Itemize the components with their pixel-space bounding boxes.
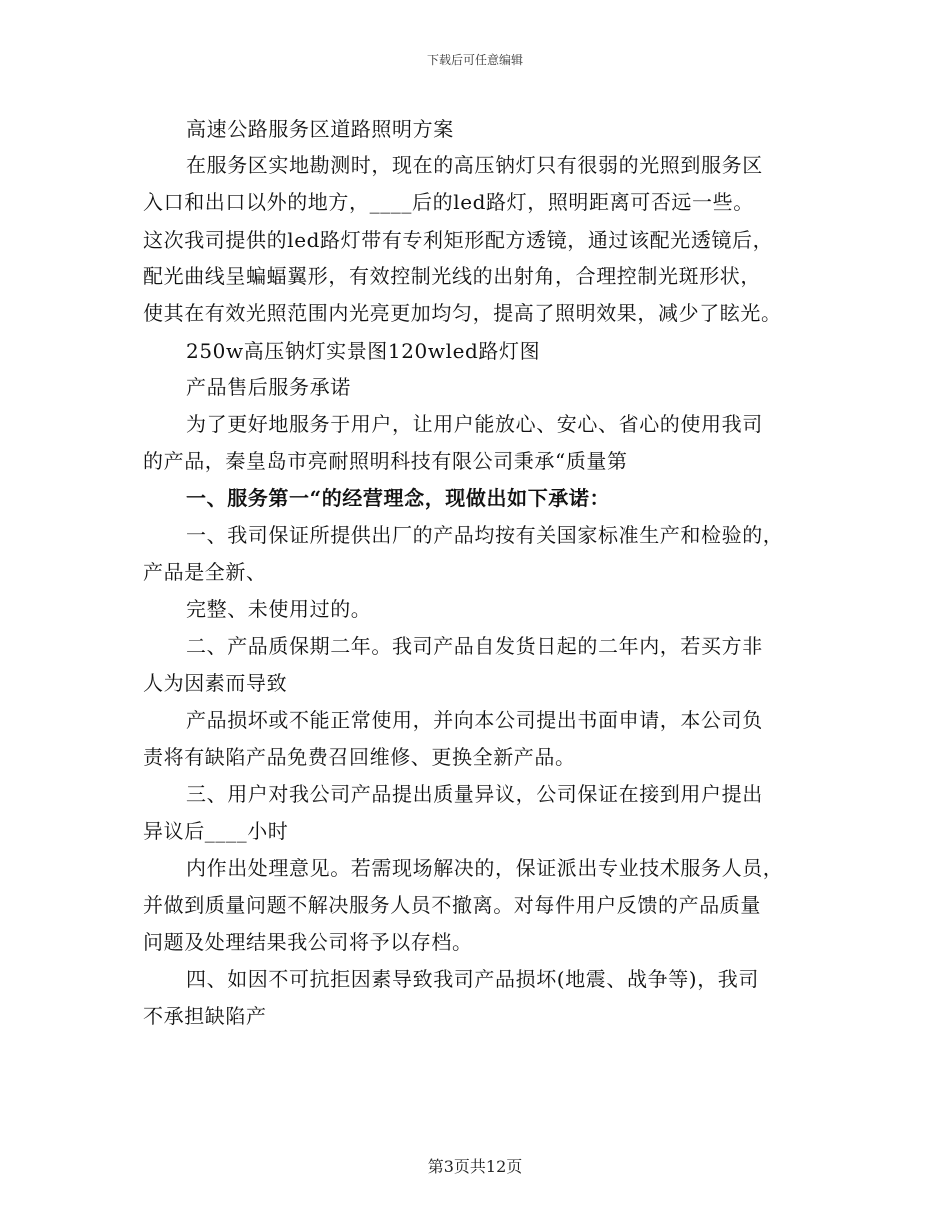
paragraph-line: 责将有缺陷产品免费召回维修、更换全新产品。 xyxy=(143,745,576,769)
paragraph-line: 这次我司提供的led路灯带有专利矩形配方透镜，通过该配光透镜后， xyxy=(143,228,774,252)
paragraph-line: 在服务区实地勘测时，现在的高压钠灯只有很弱的光照到服务区 xyxy=(186,153,763,177)
paragraph-line: 完整、未使用过的。 xyxy=(186,597,372,621)
paragraph-line: 问题及处理结果我公司将予以存档。 xyxy=(143,930,473,954)
paragraph-line: 并做到质量问题不解决服务人员不撤离。对每件用户反馈的产品质量 xyxy=(143,893,761,917)
paragraph-line: 一、我司保证所提供出厂的产品均按有关国家标准生产和检验的， xyxy=(186,523,784,547)
paragraph-line: 二、产品质保期二年。我司产品自发货日起的二年内，若买方非 xyxy=(186,634,763,658)
paragraph-line: 异议后____小时 xyxy=(143,819,289,843)
page-number: 第3页共12页 xyxy=(427,1157,523,1176)
paragraph-line: 产品是全新、 xyxy=(143,560,267,584)
paragraph-line: 使其在有效光照范围内光亮更加均匀，提高了照明效果，减少了眩光。 xyxy=(143,301,782,325)
bold-heading-line: 一、服务第一“的经营理念，现做出如下承诺： xyxy=(186,486,611,510)
paragraph-line: 为了更好地服务于用户，让用户能放心、安心、省心的使用我司 xyxy=(186,412,763,436)
paragraph-line: 三、用户对我公司产品提出质量异议，公司保证在接到用户提出 xyxy=(186,782,763,806)
page-header-note: 下载后可任意编辑 xyxy=(426,53,523,67)
document-title: 高速公路服务区道路照明方案 xyxy=(186,117,454,141)
paragraph-line: 配光曲线呈蝙蝠翼形，有效控制光线的出射角，合理控制光斑形状， xyxy=(143,264,761,288)
paragraph-line: 入口和出口以外的地方，____后的led路灯，照明距离可否远一些。 xyxy=(143,190,754,214)
paragraph-line: 人为因素而导致 xyxy=(143,671,288,695)
section-heading: 产品售后服务承诺 xyxy=(186,375,351,399)
paragraph-line: 内作出处理意见。若需现场解决的，保证派出专业技术服务人员， xyxy=(186,856,784,880)
paragraph-line: 不承担缺陷产 xyxy=(143,1004,267,1028)
image-caption: 250w高压钠灯实景图120wled路灯图 xyxy=(186,339,541,363)
paragraph-line: 四、如因不可抗拒因素导致我司产品损坏(地震、战争等)，我司 xyxy=(186,967,760,991)
paragraph-line: 产品损坏或不能正常使用，并向本公司提出书面申请，本公司负 xyxy=(186,708,763,732)
paragraph-line: 的产品，秦皇岛市亮耐照明科技有限公司秉承“质量第 xyxy=(143,449,628,473)
